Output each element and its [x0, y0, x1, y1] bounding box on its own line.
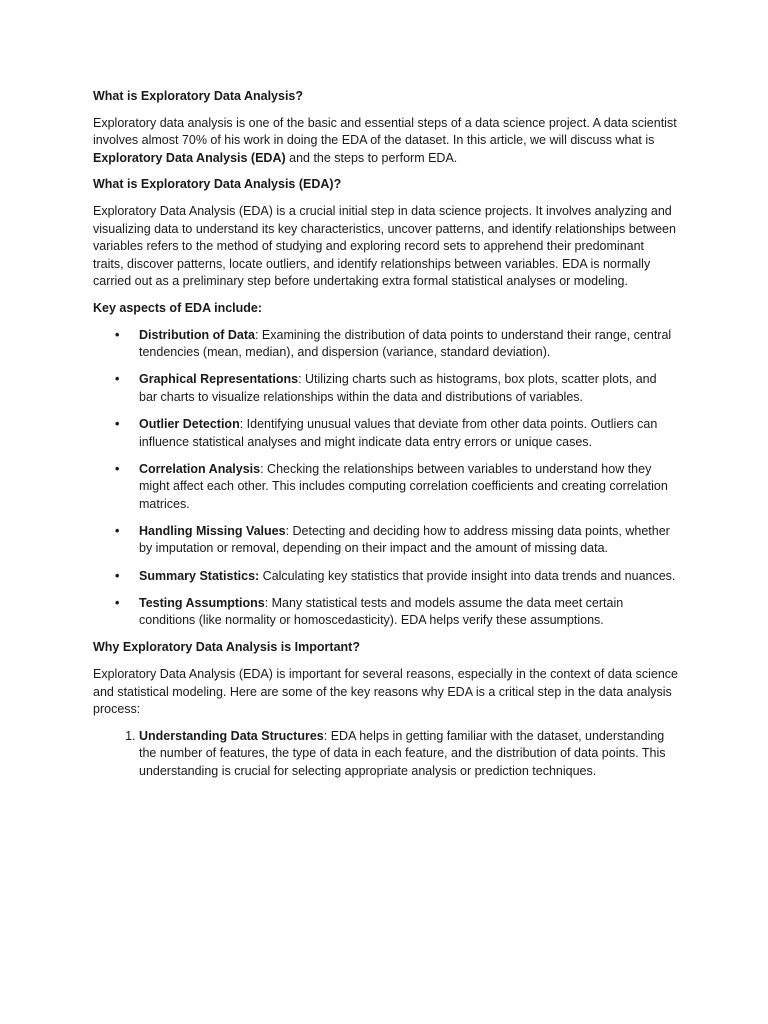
- section2-paragraph: Exploratory Data Analysis (EDA) is important for several reasons, especially in the context of data science and statistical modeling. Here are some of the key reasons why EDA is a critical step in the data analysis process:: [93, 666, 678, 717]
- bullet-icon: •: [115, 595, 120, 610]
- list-item-text: : Checking the relationships between variables to understand how they might affect each other. This includes computing correlation coefficients and creating correlation matrices.: [139, 461, 668, 511]
- list-item: [115, 568, 678, 586]
- list-item: [115, 327, 678, 362]
- section1-paragraph: Exploratory Data Analysis (EDA) is a crucial initial step in data science projects. It involves analyzing and visualizing data to understand its key characteristics, uncover patterns, and identify relationships between variables refers to the method of studying and exploring record sets to apprehend their predominant traits, discover patterns, locate outliers, and identify relationships between variables. EDA is normally carried out as a preliminary step before undertaking extra formal statistical analyses or modeling.: [93, 203, 676, 289]
- bullet-icon: •: [115, 372, 120, 387]
- list-item-text: : Many statistical tests and models assume the data meet certain conditions (like normality or homoscedasticity). EDA helps verify these assumptions.: [139, 595, 624, 628]
- reasons-list: [93, 728, 678, 781]
- list-item-term: Summary Statistics:: [139, 568, 260, 583]
- aspects-list: [93, 327, 678, 630]
- list-item-term: Understanding Data Structures: [139, 728, 324, 743]
- list-item-term: Graphical Representations: [139, 372, 299, 387]
- list-item: [115, 416, 678, 451]
- list-item-text: : EDA helps in getting familiar with the dataset, understanding the number of features, the type of data in each feature, and the distribution of data points. This understanding is crucial for selecting appropriate analysis or prediction techniques.: [139, 728, 666, 778]
- section2-heading: Why Exploratory Data Analysis is Important?: [93, 640, 360, 655]
- section1-heading: What is Exploratory Data Analysis (EDA)?: [93, 177, 342, 192]
- bullet-icon: •: [115, 523, 120, 538]
- bullet-icon: •: [115, 327, 120, 342]
- list-item: [115, 523, 678, 558]
- list-item: [115, 595, 678, 630]
- intro-bold-term: Exploratory Data Analysis (EDA): [93, 150, 286, 165]
- intro-text-after: and the steps to perform EDA.: [285, 150, 458, 165]
- intro-text-before: Exploratory data analysis is one of the basic and essential steps of a data science project. A data scientist involves almost 70% of his work in doing the EDA of the dataset. In this article, we will discuss what is: [93, 115, 677, 148]
- list-item-text: : Detecting and deciding how to address missing data points, whether by imputation or removal, depending on their impact and the amount of missing data.: [139, 523, 670, 556]
- intro-paragraph: [93, 115, 678, 168]
- list-item-term: Handling Missing Values: [139, 523, 286, 538]
- list-item-term: Outlier Detection: [139, 416, 240, 431]
- aspects-heading: Key aspects of EDA include:: [93, 300, 263, 315]
- list-item-text: : Examining the distribution of data points to understand their range, central tendencies (mean, median), and dispersion (variance, standard deviation).: [139, 327, 672, 360]
- list-item: [139, 728, 678, 781]
- list-item: [115, 371, 678, 406]
- list-item-term: Distribution of Data: [139, 327, 255, 342]
- list-item-term: Testing Assumptions: [139, 595, 265, 610]
- list-item-text: : Identifying unusual values that deviate from other data points. Outliers can influence statistical analyses and might indicate data entry errors or unique cases.: [139, 416, 658, 449]
- list-item: [115, 461, 678, 514]
- list-item-text: : Utilizing charts such as histograms, box plots, scatter plots, and bar charts to visualize relationships within the data and distributions of variables.: [139, 372, 657, 404]
- list-item-text: Calculating key statistics that provide insight into data trends and nuances.: [259, 568, 676, 583]
- list-item-term: Correlation Analysis: [139, 461, 261, 476]
- bullet-icon: •: [115, 461, 120, 476]
- bullet-icon: •: [115, 416, 120, 431]
- bullet-icon: •: [115, 568, 120, 583]
- doc-title: What is Exploratory Data Analysis?: [93, 89, 304, 103]
